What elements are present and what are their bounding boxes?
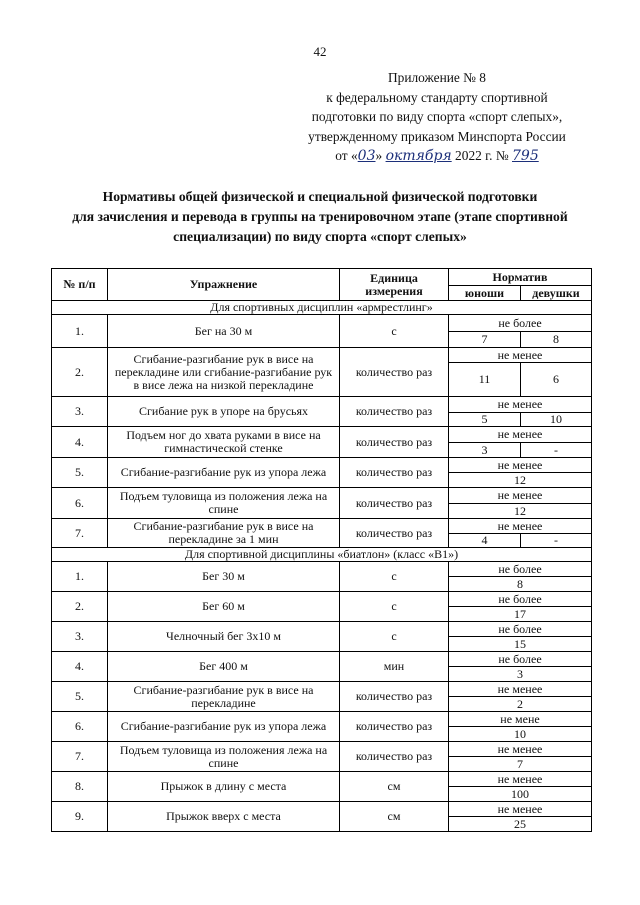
row-number: 5.: [52, 458, 108, 488]
exercise-name: Сгибание рук в упоре на брусьях: [108, 397, 340, 427]
norm-condition: не менее: [449, 397, 592, 413]
unit: с: [340, 622, 449, 652]
norm-condition: не менее: [449, 488, 592, 504]
exercise-name: Подъем туловища из положения лежа на спине: [108, 488, 340, 519]
annex-header: [272, 68, 602, 167]
unit: см: [340, 772, 449, 802]
row-number: 6.: [52, 712, 108, 742]
norm-value-both: 17: [449, 607, 592, 622]
row-number: 6.: [52, 488, 108, 519]
exercise-name: Прыжок вверх с места: [108, 802, 340, 832]
exercise-name: Бег на 30 м: [108, 315, 340, 348]
header-boys: юноши: [449, 286, 521, 301]
table-row: [52, 712, 592, 727]
norm-value-boys: 4: [449, 534, 521, 548]
norm-value-both: 25: [449, 817, 592, 832]
row-number: 3.: [52, 622, 108, 652]
exercise-name: Прыжок в длину с места: [108, 772, 340, 802]
norm-condition: не менее: [449, 427, 592, 443]
unit: с: [340, 562, 449, 592]
norms-table: [51, 268, 592, 832]
unit: с: [340, 315, 449, 348]
exercise-name: Сгибание-разгибание рук в висе на перекладине или сгибание-разгибание рук в висе лежа на низкой перекладине: [108, 348, 340, 397]
unit: с: [340, 592, 449, 622]
section-title: Для спортивной дисциплины «биатлон» (класс «В1»): [52, 548, 592, 562]
unit: количество раз: [340, 458, 449, 488]
norm-condition: не более: [449, 592, 592, 607]
unit: количество раз: [340, 742, 449, 772]
table-row: [52, 652, 592, 667]
exercise-name: Бег 400 м: [108, 652, 340, 682]
norm-condition: не мене: [449, 712, 592, 727]
date-year: 2022 г. №: [455, 148, 509, 163]
table-row: [52, 315, 592, 332]
table-row: [52, 742, 592, 757]
document-title: [50, 187, 590, 247]
norm-condition: не менее: [449, 682, 592, 697]
header-number: № п/п: [52, 269, 108, 301]
norm-value-boys: 11: [449, 363, 521, 397]
date-month: октября: [385, 148, 452, 164]
unit: количество раз: [340, 397, 449, 427]
row-number: 2.: [52, 348, 108, 397]
unit: количество раз: [340, 488, 449, 519]
norm-condition: не менее: [449, 519, 592, 534]
exercise-name: Сгибание-разгибание рук из упора лежа: [108, 458, 340, 488]
exercise-name: Подъем ног до хвата руками в висе на гимнастической стенке: [108, 427, 340, 458]
unit: количество раз: [340, 682, 449, 712]
row-number: 7.: [52, 519, 108, 548]
norm-value-both: 100: [449, 787, 592, 802]
exercise-name: Сгибание-разгибание рук в висе на перекладине: [108, 682, 340, 712]
exercise-name: Челночный бег 3х10 м: [108, 622, 340, 652]
norm-value-both: 7: [449, 757, 592, 772]
norm-value-girls: 8: [521, 332, 592, 348]
norm-condition: не более: [449, 652, 592, 667]
row-number: 7.: [52, 742, 108, 772]
date-prefix: от «: [335, 148, 358, 163]
date-day: 03: [357, 148, 376, 164]
annex-line-3: подготовки по виду спорта «спорт слепых»,: [311, 109, 563, 124]
norm-value-boys: 3: [449, 443, 521, 458]
header-girls: девушки: [521, 286, 592, 301]
title-line-2: для зачисления и перевода в группы на тренировочном этапе (этапе спортивной: [72, 209, 568, 224]
table-row: [52, 562, 592, 577]
table-row: [52, 519, 592, 534]
norm-value-girls: -: [521, 443, 592, 458]
norm-condition: не менее: [449, 802, 592, 817]
row-number: 3.: [52, 397, 108, 427]
norm-value-both: 15: [449, 637, 592, 652]
norm-value-both: 8: [449, 577, 592, 592]
norm-condition: не менее: [449, 458, 592, 473]
table-row: [52, 772, 592, 787]
row-number: 5.: [52, 682, 108, 712]
title-line-3: специализации) по виду спорта «спорт слепых»: [173, 229, 467, 244]
row-number: 9.: [52, 802, 108, 832]
norm-value-girls: 10: [521, 413, 592, 427]
unit: см: [340, 802, 449, 832]
norm-value-boys: 7: [449, 332, 521, 348]
norm-value-girls: -: [521, 534, 592, 548]
norm-condition: не более: [449, 315, 592, 332]
annex-line-4: утвержденному приказом Минспорта России: [308, 128, 566, 144]
date-mid: »: [375, 148, 383, 163]
table-row: [52, 622, 592, 637]
norm-value-both: 10: [449, 727, 592, 742]
exercise-name: Сгибание-разгибание рук в висе на перекладине за 1 мин: [108, 519, 340, 548]
unit: количество раз: [340, 348, 449, 397]
unit: мин: [340, 652, 449, 682]
table-row: [52, 348, 592, 363]
row-number: 2.: [52, 592, 108, 622]
row-number: 4.: [52, 427, 108, 458]
header-norm: Норматив: [449, 269, 592, 286]
unit: количество раз: [340, 712, 449, 742]
norm-condition: не более: [449, 622, 592, 637]
table-row: [52, 802, 592, 817]
exercise-name: Сгибание-разгибание рук из упора лежа: [108, 712, 340, 742]
page-number: 42: [313, 44, 327, 59]
table-row: [52, 427, 592, 443]
exercise-name: Подъем туловища из положения лежа на спине: [108, 742, 340, 772]
norm-value-boys: 5: [449, 413, 521, 427]
unit: количество раз: [340, 427, 449, 458]
norm-condition: не более: [449, 562, 592, 577]
row-number: 8.: [52, 772, 108, 802]
exercise-name: Бег 60 м: [108, 592, 340, 622]
table-row: [52, 488, 592, 504]
order-number: 795: [512, 148, 539, 164]
norm-value-girls: 6: [521, 363, 592, 397]
annex-line-2: к федеральному стандарту спортивной: [326, 89, 548, 105]
unit: количество раз: [340, 519, 449, 548]
norm-value-both: 12: [449, 473, 592, 488]
table-row: [52, 458, 592, 473]
norm-condition: не менее: [449, 772, 592, 787]
annex-line-1: Приложение № 8: [387, 70, 487, 85]
title-line-1: Нормативы общей физической и специальной физической подготовки: [102, 189, 538, 204]
row-number: 1.: [52, 315, 108, 348]
table-row: [52, 397, 592, 413]
table-row: [52, 682, 592, 697]
table-row: [52, 592, 592, 607]
norm-value-both: 12: [449, 504, 592, 519]
norm-value-both: 2: [449, 697, 592, 712]
row-number: 1.: [52, 562, 108, 592]
header-exercise: Упражнение: [108, 269, 340, 301]
row-number: 4.: [52, 652, 108, 682]
section-title: Для спортивных дисциплин «армрестлинг»: [52, 301, 592, 315]
norm-value-both: 3: [449, 667, 592, 682]
header-unit: Единица измерения: [340, 269, 449, 301]
annex-date-line: [272, 146, 602, 167]
norm-condition: не менее: [449, 348, 592, 363]
exercise-name: Бег 30 м: [108, 562, 340, 592]
norm-condition: не менее: [449, 742, 592, 757]
